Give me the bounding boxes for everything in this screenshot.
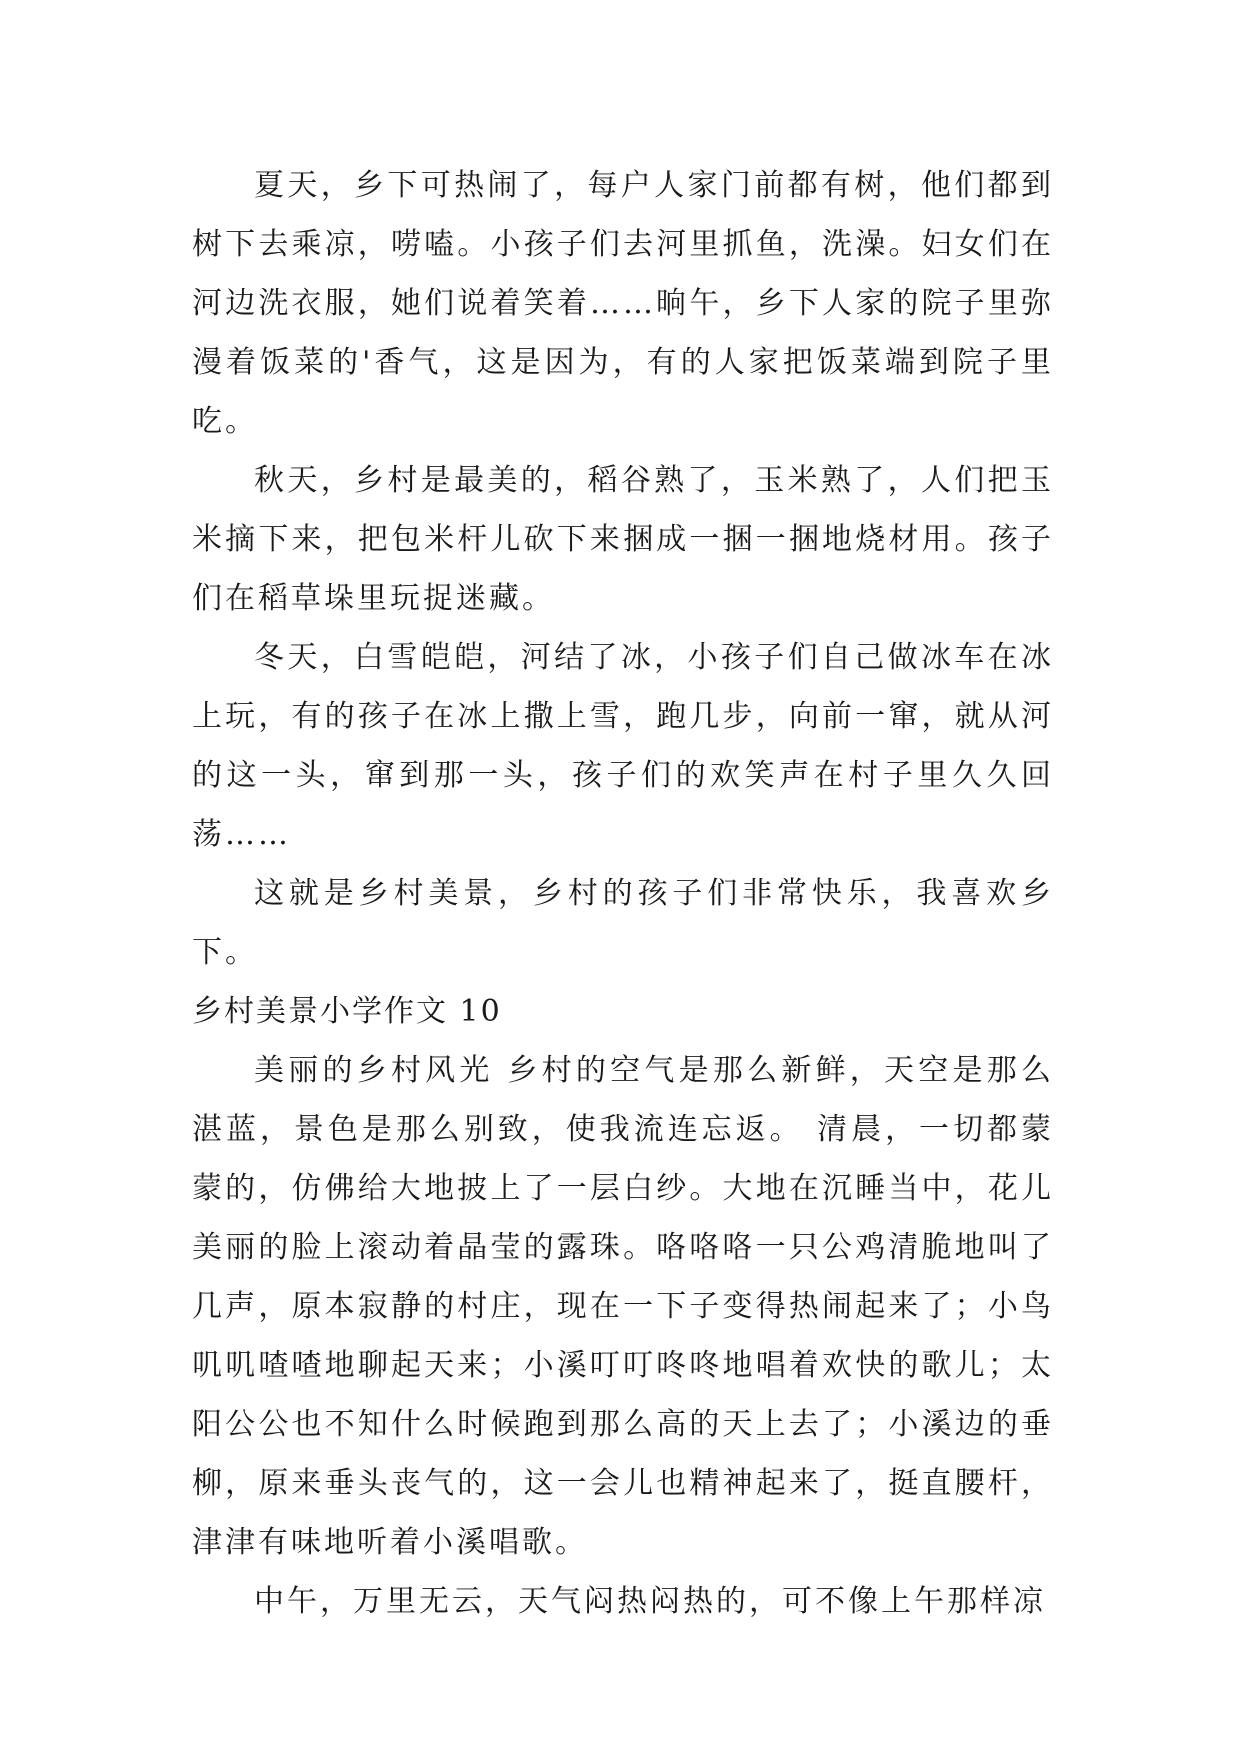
paragraph-morning: 美丽的乡村风光 乡村的空气是那么新鲜，天空是那么湛蓝，景色是那么别致，使我流连忘返。 清晨，一切都蒙蒙的，仿佛给大地披上了一层白纱。大地在沉睡当中，花儿美丽的脸上滚动着晶莹的露珠。咯咯咯一只公鸡清脆地叫了几声，原本寂静的村庄，现在一下子变得热闹起来了；小鸟叽叽喳喳地聊起天来；小溪叮叮咚咚地唱着欢快的歌儿；太阳公公也不知什么时候跑到那么高的天上去了；小溪边的垂柳，原来垂头丧气的，这一会儿也精神起来了，挺直腰杆，津津有味地听着小溪唱歌。	[192, 1053, 1054, 1560]
paragraph-winter: 冬天，白雪皑皑，河结了冰，小孩子们自己做冰车在冰上玩，有的孩子在冰上撒上雪，跑几步，向前一窜，就从河的这一头，窜到那一头，孩子们的欢笑声在村子里久久回荡……	[192, 640, 1054, 852]
paragraph-conclusion: 这就是乡村美景，乡村的孩子们非常快乐，我喜欢乡下。	[192, 876, 1054, 970]
paragraph-autumn: 秋天，乡村是最美的，稻谷熟了，玉米熟了，人们把玉米摘下来，把包米杆儿砍下来捆成一捆一捆地烧材用。孩子们在稻草垛里玩捉迷藏。	[192, 463, 1054, 616]
document-body	[192, 156, 1054, 1631]
paragraph-noon: 中午，万里无云，天气闷热闷热的，可不像上午那样凉	[254, 1584, 1046, 1619]
paragraph-summer: 夏天，乡下可热闹了，每户人家门前都有树，他们都到树下去乘凉，唠嗑。小孩子们去河里抓鱼，洗澡。妇女们在河边洗衣服，她们说着笑着……晌午，乡下人家的院子里弥漫着饭菜的'香气，这是因为，有的人家把饭菜端到院子里吃。	[192, 168, 1054, 439]
essay-heading: 乡村美景小学作文 10	[192, 994, 502, 1029]
